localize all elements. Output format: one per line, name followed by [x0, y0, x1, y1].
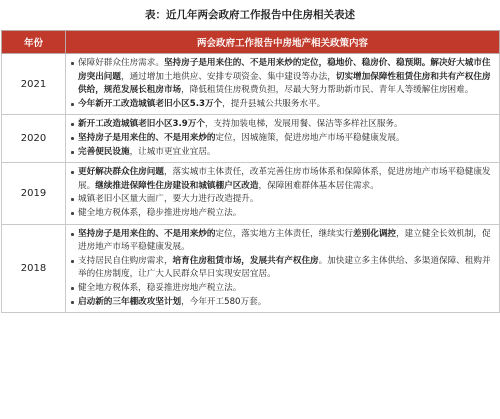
- table-body: [2, 54, 500, 313]
- policy-text: ，通过增加土地供应、安排专项资金、集中建设等办法，: [120, 71, 336, 82]
- policy-text-bold: 更好解决群众住房问题: [78, 167, 164, 178]
- policy-item: [70, 193, 495, 207]
- table-row-2021: [2, 54, 500, 115]
- policy-item: [70, 255, 495, 282]
- year-cell: 2020: [2, 115, 66, 163]
- policy-text-bold: 继续推进保障性住房建设和城镇棚户区改造: [95, 180, 259, 191]
- policy-text-bold: 培育住房租赁市场，发展共有产权住房: [172, 255, 319, 266]
- policy-text: ，建立健全长效机制，促进房地产市场平稳健康发展。: [78, 228, 491, 253]
- policy-item: [70, 228, 495, 255]
- policy-item: [70, 282, 495, 296]
- policy-text: ，提升县城公共服务水平。: [222, 98, 326, 109]
- policy-content-cell: [66, 224, 500, 313]
- policy-text: 定位，因城施策，促进房地产市场平稳健康发展。: [215, 132, 405, 143]
- policy-text: 定位，落实地方主体责任，继续实行: [215, 228, 354, 239]
- header-content: 两会政府工作报告中房地产相关政策内容: [66, 31, 500, 54]
- policy-text: 。加快建立多主体供给、多渠道保障、租购并举的住房制度，让广大人民群众早日实现安居宜居。: [78, 255, 491, 280]
- policy-text: ，今年开工580万套。: [181, 296, 267, 307]
- year-cell: 2018: [2, 224, 66, 313]
- policy-text-bold: 坚持房子是用来住的、不是用来炒的定位，稳地价、稳房价、稳预期。解决好大城市住房突出问题: [78, 58, 491, 82]
- policy-text-bold: 坚持房子是用来住的、不是用来炒的: [78, 132, 216, 143]
- policy-item: [70, 146, 495, 160]
- policy-item: [70, 57, 495, 98]
- policy-text: 健全地方税体系，稳步推进房地产税立法。: [78, 207, 242, 218]
- policy-content-cell: [66, 163, 500, 224]
- policy-item: [70, 118, 495, 132]
- table-row-2018: [2, 224, 500, 313]
- header-year: 年份: [2, 31, 66, 54]
- policy-text-bold: 切实增加保障性租赁住房和共有产权住房供给，规范发展长租房市场: [78, 71, 491, 96]
- table-header-row: [2, 31, 500, 54]
- year-cell: 2019: [2, 163, 66, 224]
- year-cell: 2021: [2, 54, 66, 115]
- policy-text-bold: 坚持房子是用来住的、不是用来炒的: [78, 228, 216, 239]
- policy-text-bold: 完善便民设施: [78, 146, 130, 157]
- policy-text: 保障好群众住房需求。: [78, 58, 164, 68]
- table-row-2020: [2, 115, 500, 163]
- policy-text: ，让城市更宜业宜居。: [129, 146, 216, 157]
- policy-item: [70, 98, 495, 112]
- policy-table: [1, 30, 500, 313]
- policy-item: [70, 207, 495, 221]
- policy-text: ，落实城市主体责任，改革完善住房市场体系和保障体系，促进房地产市场平稳健康发展。: [78, 167, 491, 191]
- policy-text: 支持居民自住购房需求，: [78, 255, 173, 266]
- policy-item: [70, 132, 495, 146]
- policy-content-cell: [66, 54, 500, 115]
- policy-text-bold: 新开工改造城镇老旧小区3.9万个: [78, 119, 205, 130]
- policy-text-bold: 差别化调控: [353, 228, 397, 239]
- table-title: 表：近几年两会政府工作报告中住房相关表述: [145, 9, 355, 21]
- policy-text: 城镇老旧小区量大面广，要大力进行改造提升。: [78, 194, 259, 205]
- policy-text-bold: 启动新的三年棚改攻坚计划: [78, 296, 182, 307]
- policy-text: ，降低租赁住房税费负担，尽最大努力帮助新市民、青年人等缓解住房困难。: [181, 85, 474, 96]
- policy-item: [70, 166, 495, 193]
- policy-text: ，支持加装电梯，发展用餐、保洁等多样社区服务。: [204, 119, 403, 130]
- policy-text: 健全地方税体系，稳妥推进房地产税立法。: [78, 282, 242, 293]
- policy-content-cell: [66, 115, 500, 163]
- policy-text-bold: 今年新开工改造城镇老旧小区5.3万个: [78, 98, 223, 109]
- policy-text: ，保障困难群体基本居住需求。: [258, 180, 379, 191]
- policy-item: [70, 296, 495, 310]
- table-row-2019: [2, 163, 500, 224]
